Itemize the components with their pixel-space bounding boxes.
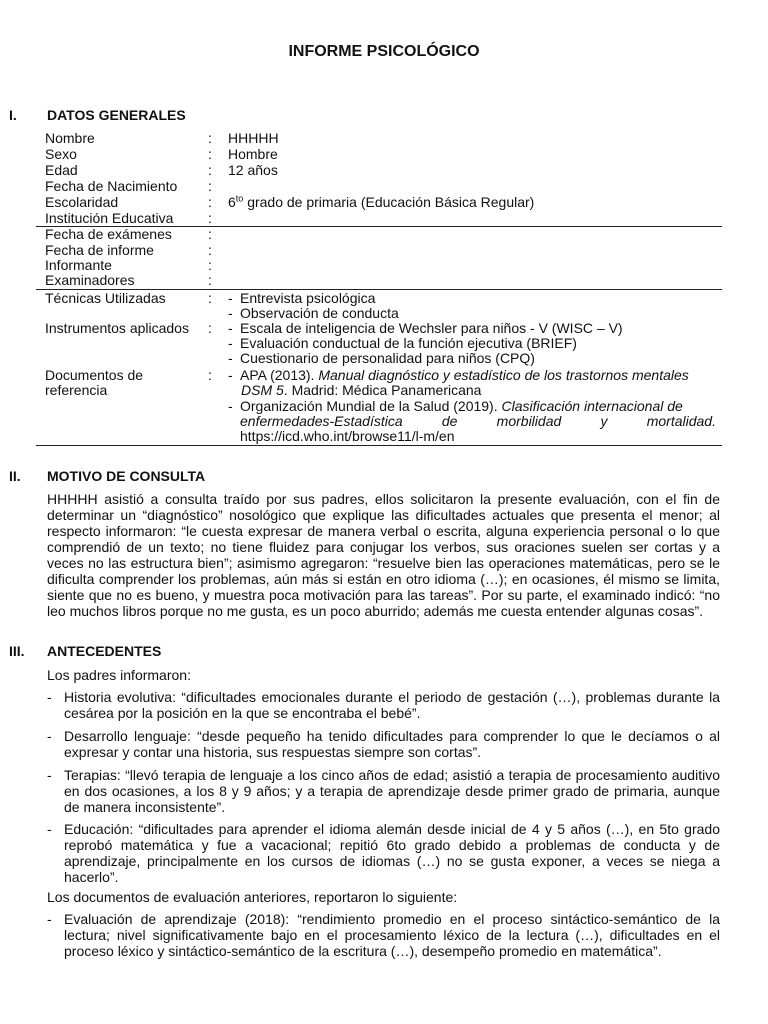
list-item-text: Historia evolutiva: “dificultades emocionales durante el periodo de gestación (…), problemas durante la cesárea por la posición en la que se encontraba el bebé”. — [64, 689, 720, 721]
field-label: Fecha de Nacimiento — [45, 178, 178, 194]
field-colon: : — [208, 178, 212, 194]
field-label: Nombre — [45, 130, 95, 146]
field-label: Edad — [45, 162, 78, 178]
dash-marker: - — [47, 689, 52, 705]
field-colon: : — [208, 130, 212, 146]
dash-marker: - — [47, 767, 52, 783]
antecedentes-intro-2: Los documentos de evaluación anteriores, reportaron lo siguiente: — [47, 889, 458, 905]
field-value: $6^{to}$ grado de primaria (Educación Básica Regular) — [228, 193, 535, 210]
field-label: Informante — [45, 257, 112, 273]
dash-marker: - — [228, 350, 233, 366]
dash-marker: - — [47, 911, 52, 927]
field-label: Técnicas Utilizadas — [45, 290, 166, 306]
field-row-documentos — [45, 367, 716, 383]
field-colon: : — [208, 320, 212, 336]
list-item-text: Educación: “dificultades para aprender el idioma alemán desde inicial de 4 y 5 años (…), en 5to grado reprobó matemática y fue a vacacional; repitió 6to grado debido a problemas de conducta y de aprendizaje, principalmente en los cursos de idiomas (…) no se gusta exponer, a veces se niega a hacerlo”. — [64, 821, 720, 885]
field-row-fecha-nacimiento — [45, 178, 716, 194]
reference-2-row — [45, 398, 716, 414]
reference-1-line-1: APA (2013). Manual diagnóstico y estadístico de los trastornos mentales — [240, 367, 689, 383]
section-number: I. — [9, 107, 17, 123]
field-colon: : — [208, 290, 212, 306]
list-item: Cuestionario de personalidad para niños (CPQ) — [240, 350, 535, 366]
reference-2-line-2: enfermedades-Estadística de morbilidad y mortalidad. — [240, 413, 716, 429]
field-row-tecnicas-2 — [45, 305, 716, 321]
list-item-text: Terapias: “llevó terapia de lenguaje a los cinco años de edad; asistió a terapia de procesamiento auditivo en dos ocasiones, a los 8 y 9 años; y a terapia de aprendizaje desde primer grado de primaria, aunque de manera inconsistente”. — [64, 767, 720, 815]
list-item: Entrevista psicológica — [240, 290, 376, 306]
list-item-text: Evaluación de aprendizaje (2018): “rendimiento promedio en el proceso sintáctico-semántico de la lectura; nivel significativamente bajo en el procesamiento léxico de la lectura (…), dificultades en el proceso léxico y sintáctico-semántico de la escritura (…), desempeño promedio en matemática”. — [64, 911, 720, 959]
list-item: Escala de inteligencia de Wechsler para niños - V (WISC – V) — [240, 320, 623, 336]
field-row-instrumentos — [45, 320, 716, 336]
section-title: DATOS GENERALES — [47, 107, 186, 123]
section-number: II. — [9, 468, 21, 484]
field-colon: : — [208, 367, 212, 383]
field-colon: : — [208, 257, 212, 273]
field-colon: : — [208, 194, 212, 210]
field-value: 12 años — [228, 162, 278, 178]
field-colon: : — [208, 146, 212, 162]
field-label: Sexo — [45, 146, 77, 162]
field-label: referencia — [45, 382, 108, 398]
field-value: Hombre — [228, 146, 278, 162]
field-label: Institución Educativa — [45, 210, 174, 226]
dash-marker: - — [228, 290, 233, 306]
field-row-nombre — [45, 130, 716, 146]
field-label: Fecha de exámenes — [45, 226, 172, 242]
field-row-escolaridad — [45, 194, 716, 210]
list-item: Observación de conducta — [240, 305, 399, 321]
motivo-paragraph: HHHHH asistió a consulta traído por sus padres, ellos solicitaron la presente evaluación, con el fin de determinar un “diagnóstico” nosológico que explique las dificultades actuales que presenta el menor; al respecto informaron: “le cuesta expresar de manera verbal o escrita, alguna experiencia personal o lo que comprendió de un texto; no tiene fluidez para conjugar los verbos, sus oraciones suelen ser cortas y a veces no las estructura bien”; asimismo agregaron: “resuelve bien las operaciones matemáticas, pero se le dificulta comprender los problemas, aún más si están en otro idioma (…); en ocasiones, él mismo se limita, siente que no es bueno, y muestra poca motivación para las tareas”. Por su parte, el examinado indicó: “no leo muchos libros porque no me gusta, es un poco aburrido; además me cuesta entender algunas cosas”. — [47, 491, 720, 619]
section-title: MOTIVO DE CONSULTA — [47, 468, 206, 484]
reference-2-row-2 — [45, 413, 716, 429]
field-label: Escolaridad — [45, 194, 119, 210]
field-label: Documentos de — [45, 367, 144, 383]
field-colon: : — [208, 226, 212, 242]
field-row-fecha-examenes — [45, 226, 716, 242]
antecedentes-intro: Los padres informaron: — [47, 667, 191, 683]
field-colon: : — [208, 162, 212, 178]
section-number: III. — [9, 643, 25, 659]
dash-marker: - — [228, 367, 233, 383]
field-row-tecnicas — [45, 290, 716, 306]
dash-marker: - — [228, 398, 233, 414]
section-title: ANTECEDENTES — [47, 643, 162, 659]
dash-marker: - — [228, 335, 233, 351]
dash-marker: - — [47, 728, 52, 744]
report-title: INFORME PSICOLÓGICO — [288, 43, 480, 60]
reference-2-url: https://icd.who.int/browse11/l-m/en — [240, 428, 455, 444]
field-label: Instrumentos aplicados — [45, 320, 189, 336]
field-colon: : — [208, 210, 212, 226]
field-row-fecha-informe — [45, 242, 716, 258]
reference-2-row-3 — [45, 428, 716, 444]
field-label: Examinadores — [45, 272, 135, 288]
field-row-instrumentos-3 — [45, 350, 716, 366]
reference-2-line-1: Organización Mundial de la Salud (2019). Clasificación internacional de — [240, 398, 683, 414]
field-row-documentos-2 — [45, 382, 716, 398]
table-bottom-rule — [36, 445, 722, 446]
dash-marker: - — [228, 305, 233, 321]
list-item: Evaluación conductual de la función ejecutiva (BRIEF) — [240, 335, 577, 351]
field-value: HHHHH — [228, 130, 279, 146]
reference-1-line-2: DSM 5. Madrid: Médica Panamericana — [241, 382, 482, 398]
field-row-sexo — [45, 146, 716, 162]
field-row-instrumentos-2 — [45, 335, 716, 351]
field-label: Fecha de informe — [45, 242, 154, 258]
field-colon: : — [208, 242, 212, 258]
dash-marker: - — [47, 821, 52, 837]
field-row-examinadores — [45, 272, 716, 288]
field-row-edad — [45, 162, 716, 178]
list-item-text: Desarrollo lenguaje: “desde pequeño ha tenido dificultades para comprender lo que le decíamos o al expresar y contar una historia, sus respuestas siempre son cortas”. — [64, 728, 720, 760]
dash-marker: - — [228, 320, 233, 336]
field-row-informante — [45, 257, 716, 273]
field-colon: : — [208, 272, 212, 288]
field-row-institucion — [45, 210, 716, 226]
